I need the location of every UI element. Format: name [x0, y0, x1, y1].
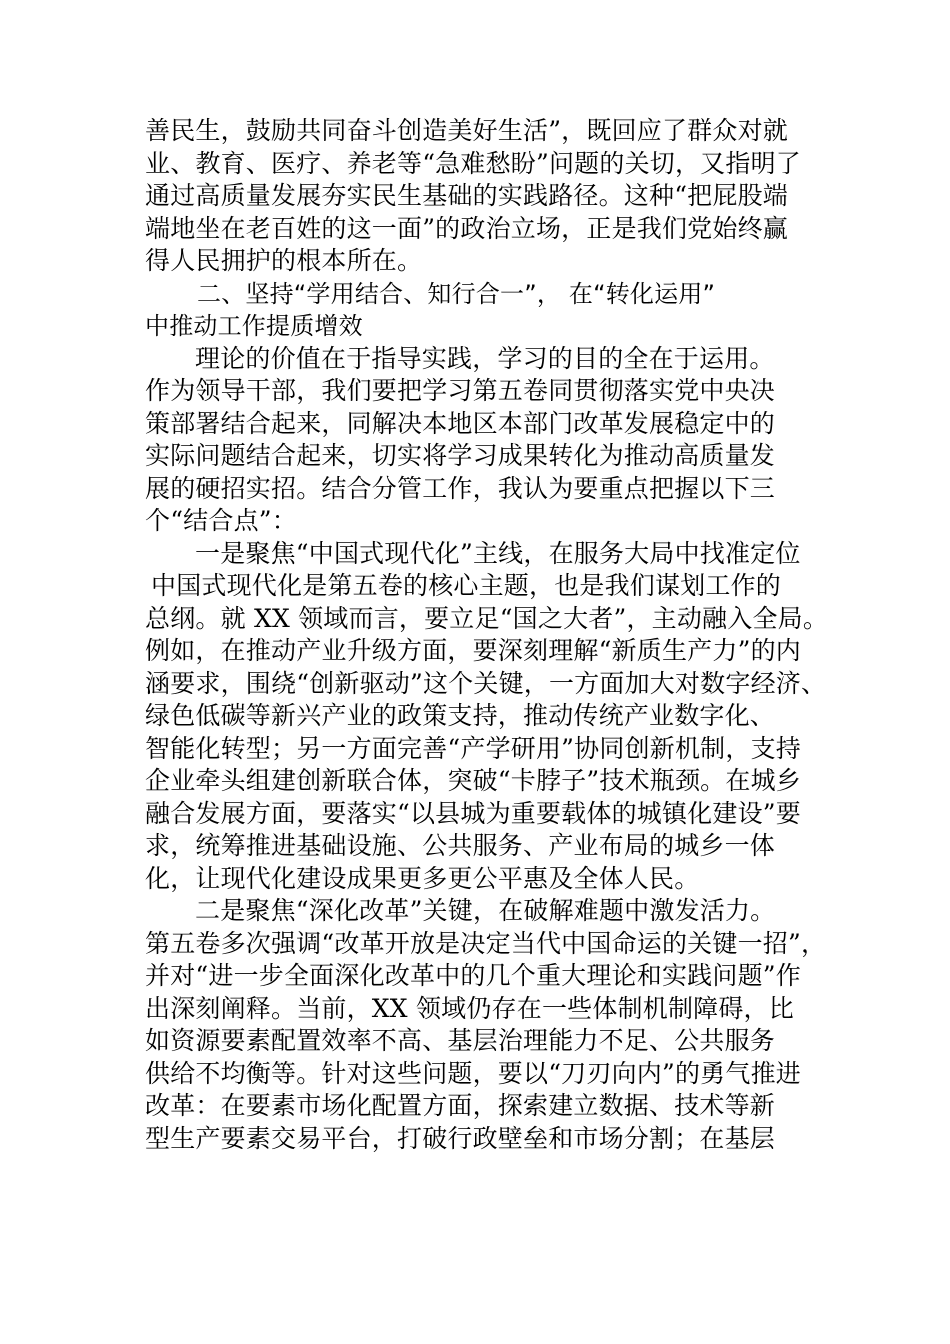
text-line: 端地坐在老百姓的这一面”的政治立场，正是我们党始终赢: [145, 213, 788, 243]
text-line: 改革：在要素市场化配置方面，探索建立数据、技术等新: [145, 1091, 776, 1120]
text-line: 绿色低碳等新兴产业的政策支持，推动传统产业数字化、: [145, 701, 776, 730]
text-line: 企业牵头组建创新联合体，突破“卡脖子”技术瓶颈。在城乡: [145, 766, 801, 795]
section-heading-continued: 中推动工作提质增效: [145, 312, 363, 340]
text-line: 供给不均衡等。针对这些问题，要以“刀刃向内”的勇气推进: [145, 1058, 801, 1088]
text-line: 智能化转型；另一方面完善“产学研用”协同创新机制，支持: [145, 733, 801, 763]
text-line: 求，统筹推进基础设施、公共服务、产业布局的城乡一体: [145, 831, 776, 860]
text-line: 通过高质量发展夯实民生基础的实践路径。这种“把屁股端: [145, 181, 788, 210]
text-line: 总纲。就 XX 领域而言，要立足“国之大者”，主动融入全局。: [145, 603, 829, 633]
text-line: 化，让现代化建设成果更多更公平惠及全体人民。: [145, 863, 700, 893]
text-line: 例如，在推动产业升级方面，要深刻理解“新质生产力”的内: [145, 636, 801, 665]
text-line: 业、教育、医疗、养老等“急难愁盼”问题的关切，又指明了: [145, 148, 801, 178]
text-line: 涵要求，围绕“创新驱动”这个关键，一方面加大对数字经济、: [145, 668, 827, 698]
text-line: 第五卷多次强调“改革开放是决定当代中国命运的关键一招”，: [145, 928, 827, 958]
text-line: 如资源要素配置效率不高、基层治理能力不足、公共服务: [145, 1026, 776, 1055]
point-one-heading: 一是聚焦“中国式现代化”主线，在服务大局中找准定位: [195, 538, 801, 568]
text-line: 得人民拥护的根本所在。: [145, 246, 423, 275]
text-line: 出深刻阐释。当前，XX 领域仍存在一些体制机制障碍，比: [145, 993, 794, 1023]
text-line: 并对“进一步全面深化改革中的几个重大理论和实践问题”作: [145, 961, 801, 990]
section-heading: 二、坚持“学用结合、知行合一”， 在“转化运用”: [197, 279, 716, 308]
text-line: 作为领导干部，我们要把学习第五卷同贯彻落实党中央决: [145, 376, 776, 405]
text-line: 实际问题结合起来，切实将学习成果转化为推动高质量发: [145, 441, 776, 470]
text-line: 中国式现代化是第五卷的核心主题，也是我们谋划工作的: [151, 571, 782, 600]
paragraph-start: 理论的价值在于指导实践，学习的目的全在于运用。: [195, 343, 775, 373]
text-line: 展的硬招实招。结合分管工作，我认为要重点把握以下三: [145, 473, 776, 503]
text-line: 个“结合点”：: [145, 506, 297, 535]
document-page: [145, 115, 829, 1155]
point-two-heading: 二是聚焦“深化改革”关键，在破解难题中激发活力。: [195, 896, 776, 925]
text-line: 融合发展方面，要落实“以县城为重要载体的城镇化建设”要: [145, 798, 801, 828]
text-line: 型生产要素交易平台，打破行政壁垒和市场分割；在基层: [145, 1123, 776, 1153]
text-line: 善民生，鼓励共同奋斗创造美好生活”，既回应了群众对就: [145, 116, 788, 145]
text-line: 策部署结合起来，同解决本地区本部门改革发展稳定中的: [145, 408, 776, 438]
